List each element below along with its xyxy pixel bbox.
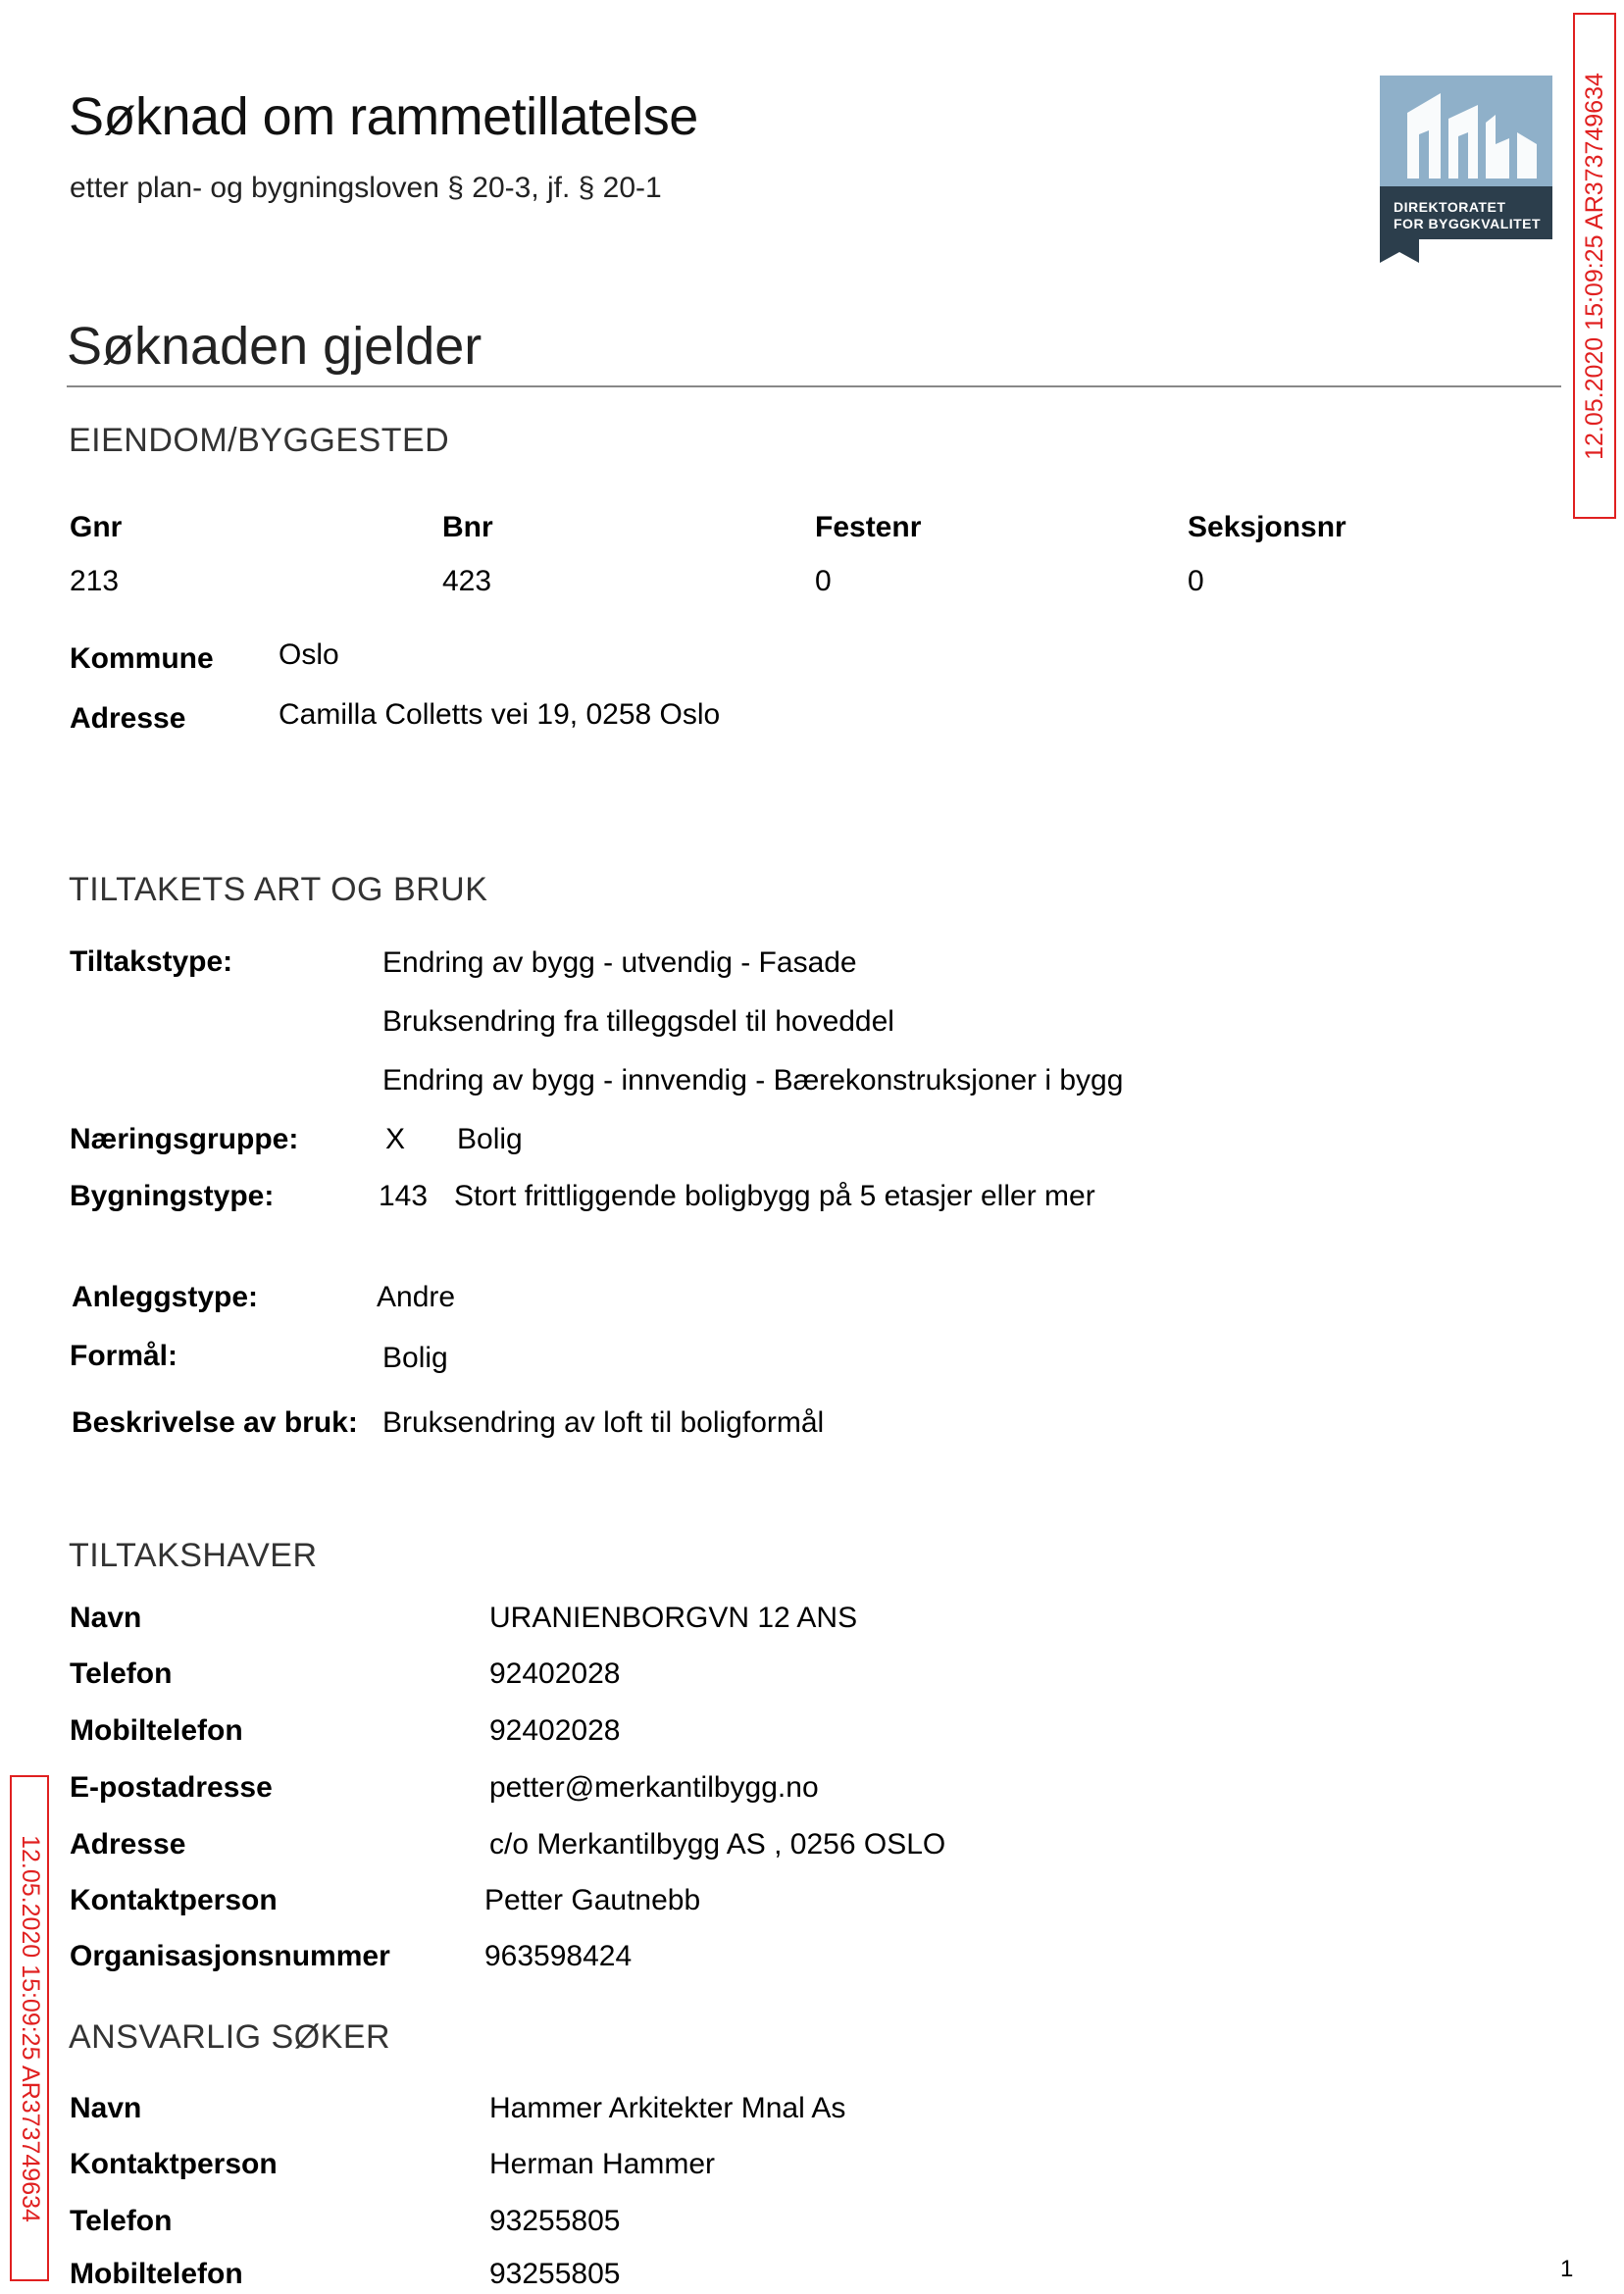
formal-label: Formål: xyxy=(70,1340,178,1372)
tiltakshaver-kontaktperson-label: Kontaktperson xyxy=(70,1884,278,1916)
naeringsgruppe-code: X xyxy=(385,1123,406,1155)
document-subtitle: etter plan- og bygningsloven § 20-3, jf. § 20-1 xyxy=(70,172,662,204)
tiltakshaver-telefon-value: 92402028 xyxy=(489,1657,621,1690)
festenr-value: 0 xyxy=(815,565,832,597)
building-logo-icon xyxy=(1380,76,1552,263)
logo-text-line2: FOR BYGGKVALITET xyxy=(1394,216,1542,231)
logo-text-line1: DIREKTORATET xyxy=(1394,199,1506,215)
formal-value: Bolig xyxy=(382,1342,448,1374)
adresse-value: Camilla Colletts vei 19, 0258 Oslo xyxy=(279,698,721,731)
bygningstype-code: 143 xyxy=(379,1180,429,1212)
tiltakstype-label: Tiltakstype: xyxy=(70,945,233,978)
tiltakshaver-telefon-label: Telefon xyxy=(70,1657,173,1690)
heading-divider xyxy=(67,385,1561,387)
tiltakshaver-mobil-label: Mobiltelefon xyxy=(70,1714,243,1747)
date-stamp-right xyxy=(1573,13,1616,519)
page-number: 1 xyxy=(1560,2256,1574,2282)
kommune-label: Kommune xyxy=(70,642,214,675)
tiltakstype-item: Bruksendring fra tilleggsdel til hoveddel xyxy=(382,1005,894,1038)
beskrivelse-label: Beskrivelse av bruk: xyxy=(72,1406,358,1439)
dibk-logo xyxy=(1380,76,1552,263)
section-heading-soknaden-gjelder: Søknaden gjelder xyxy=(67,317,482,376)
ansvarlig-navn-label: Navn xyxy=(70,2092,142,2124)
ansvarlig-kontaktperson-label: Kontaktperson xyxy=(70,2148,278,2180)
festenr-label: Festenr xyxy=(815,511,922,543)
ansvarlig-mobil-label: Mobiltelefon xyxy=(70,2258,243,2290)
tiltakshaver-kontaktperson-value: Petter Gautnebb xyxy=(484,1884,701,1916)
gnr-value: 213 xyxy=(70,565,120,597)
gnr-label: Gnr xyxy=(70,511,123,543)
tiltakshaver-navn-value: URANIENBORGVN 12 ANS xyxy=(489,1602,858,1634)
ansvarlig-mobil-value: 93255805 xyxy=(489,2258,621,2290)
seksjonsnr-value: 0 xyxy=(1188,565,1204,597)
bnr-label: Bnr xyxy=(442,511,493,543)
section-heading-eiendom: EIENDOM/BYGGESTED xyxy=(69,422,450,459)
date-stamp-right-text: 12.05.2020 15:09:25 AR373749634 xyxy=(1580,72,1608,460)
anleggstype-value: Andre xyxy=(377,1281,456,1313)
beskrivelse-value: Bruksendring av loft til boligformål xyxy=(382,1406,825,1439)
tiltakshaver-epost-value: petter@merkantilbygg.no xyxy=(489,1771,819,1804)
tiltakstype-item: Endring av bygg - utvendig - Fasade xyxy=(382,946,857,979)
ansvarlig-kontaktperson-value: Herman Hammer xyxy=(489,2148,716,2180)
tiltakshaver-orgnr-label: Organisasjonsnummer xyxy=(70,1940,390,1972)
tiltakstype-item: Endring av bygg - innvendig - Bærekonstruksjoner i bygg xyxy=(382,1064,1124,1096)
bygningstype-value: Stort frittliggende boligbygg på 5 etasjer eller mer xyxy=(454,1180,1095,1212)
section-heading-ansvarlig-soker: ANSVARLIG SØKER xyxy=(69,2018,391,2056)
section-heading-tiltak: TILTAKETS ART OG BRUK xyxy=(69,871,488,908)
tiltakshaver-adresse-value: c/o Merkantilbygg AS , 0256 OSLO xyxy=(489,1828,946,1861)
ansvarlig-navn-value: Hammer Arkitekter Mnal As xyxy=(489,2092,846,2124)
bnr-value: 423 xyxy=(442,565,492,597)
date-stamp-left-text: 12.05.2020 15:09:25 AR373749634 xyxy=(16,1834,44,2222)
kommune-value: Oslo xyxy=(279,638,339,671)
ansvarlig-telefon-label: Telefon xyxy=(70,2205,173,2237)
ansvarlig-telefon-value: 93255805 xyxy=(489,2205,621,2237)
naeringsgruppe-label: Næringsgruppe: xyxy=(70,1123,299,1155)
tiltakshaver-adresse-label: Adresse xyxy=(70,1828,186,1861)
tiltakshaver-navn-label: Navn xyxy=(70,1602,142,1634)
section-heading-tiltakshaver: TILTAKSHAVER xyxy=(69,1537,318,1574)
date-stamp-left xyxy=(10,1775,49,2281)
tiltakshaver-mobil-value: 92402028 xyxy=(489,1714,621,1747)
naeringsgruppe-value: Bolig xyxy=(457,1123,523,1155)
adresse-label: Adresse xyxy=(70,702,186,735)
document-title: Søknad om rammetillatelse xyxy=(69,87,698,146)
anleggstype-label: Anleggstype: xyxy=(72,1281,259,1313)
bygningstype-label: Bygningstype: xyxy=(70,1180,275,1212)
tiltakshaver-orgnr-value: 963598424 xyxy=(484,1940,633,1972)
seksjonsnr-label: Seksjonsnr xyxy=(1188,511,1346,543)
tiltakshaver-epost-label: E-postadresse xyxy=(70,1771,273,1804)
